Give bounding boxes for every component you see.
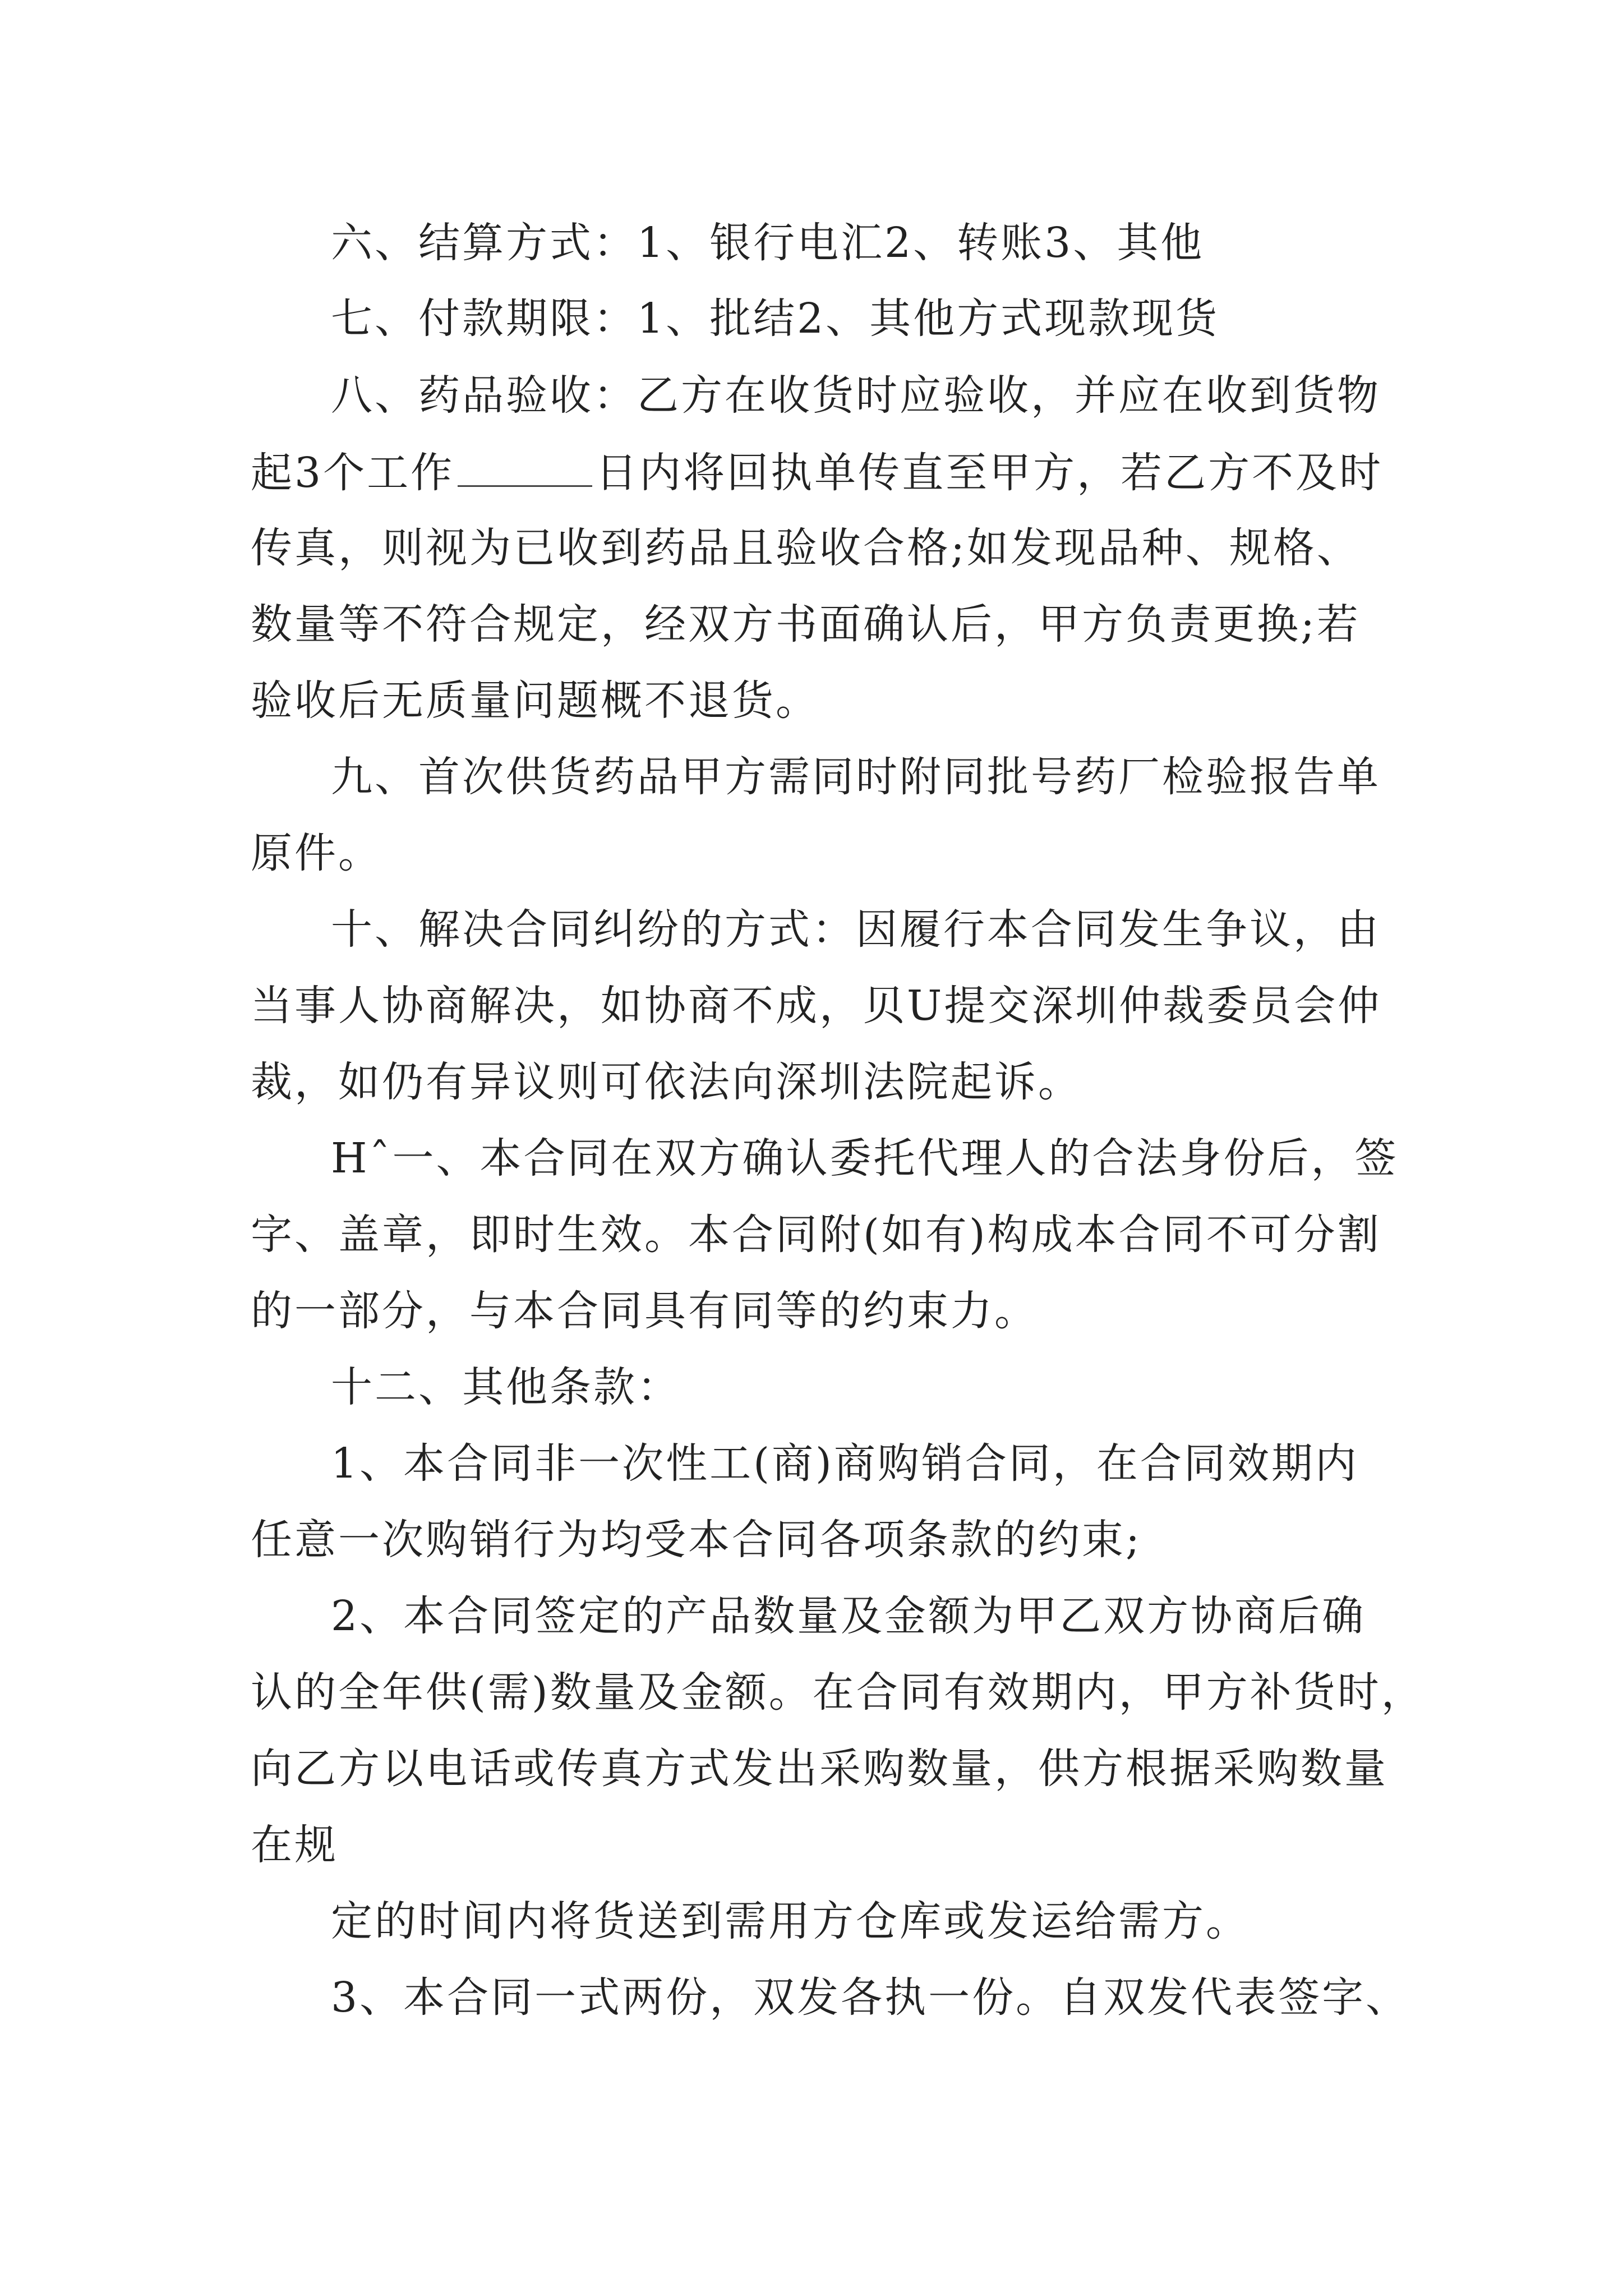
clause-9-line-1: 九、首次供货药品甲方需同时附同批号药厂检验报告单 (331, 753, 1381, 801)
clause-8-line-2-after-blank: 日内将回执单传直至甲方，若乙方不及时 (596, 449, 1384, 497)
clause-8-line-5: 验收后无质量问题概不退货。 (251, 677, 819, 725)
clause-9-line-2: 原件。 (251, 829, 382, 877)
clause-10-line-3: 裁，如仍有异议则可依法向深圳法院起诉。 (251, 1058, 1082, 1106)
clause-11-line-2: 字、盖章，即时生效。本合同附(如有)构成本合同不可分割 (251, 1211, 1381, 1259)
clause-12-item-2-line-4: 在规 (251, 1821, 338, 1869)
clause-12-item-1-line-2: 任意一次购销行为均受本合同各项条款的约束; (251, 1516, 1142, 1564)
clause-8-line-2-before-blank: 起3个工作 (251, 449, 455, 497)
clause-7-payment-term: 七、付款期限：1、批结2、其他方式现款现货 (331, 295, 1220, 343)
clause-6-settlement: 六、结算方式：1、银行电汇2、转账3、其他 (331, 219, 1205, 267)
clause-8-line-1: 八、药品验收：乙方在收货时应验收，并应在收到货物 (331, 371, 1381, 420)
clause-12-item-2-line-1: 2、本合同签定的产品数量及金额为甲乙双方协商后确 (331, 1592, 1366, 1640)
clause-8-line-3: 传真，则视为已收到药品且验收合格;如发现品种、规格、 (251, 524, 1361, 572)
clause-12-item-2-line-2: 认的全年供(需)数量及金额。在合同有效期内，甲方补货时， (251, 1668, 1425, 1717)
clause-10-line-1: 十、解决合同纠纷的方式：因履行本合同发生争议，由 (331, 905, 1381, 954)
clause-12-item-3-line-1: 3、本合同一式两份，双发各执一份。自双发代表签字、 (331, 1973, 1410, 2022)
clause-12-item-2-line-3: 向乙方以电话或传真方式发出采购数量，供方根据采购数量 (251, 1745, 1388, 1793)
clause-8-line-4: 数量等不符合规定，经双方书面确认后，甲方负责更换;若 (251, 600, 1361, 648)
clause-12-heading: 十二、其他条款： (331, 1363, 681, 1411)
clause-12-item-2-line-5: 定的时间内将货送到需用方仓库或发运给需方。 (331, 1897, 1249, 1945)
clause-10-line-2: 当事人协商解决，如协商不成，贝U提交深圳仲裁委员会仲 (251, 982, 1382, 1030)
clause-11-line-3: 的一部分，与本合同具有同等的约束力。 (251, 1287, 1038, 1335)
clause-12-item-1-line-1: 1、本合同非一次性工(商)商购销合同，在合同效期内 (331, 1439, 1359, 1488)
fill-in-blank (458, 444, 592, 487)
clause-11-line-1: Hˆ一、本合同在双方确认委托代理人的合法身份后，签 (331, 1134, 1399, 1182)
clause-8-line-2 (251, 444, 1383, 501)
